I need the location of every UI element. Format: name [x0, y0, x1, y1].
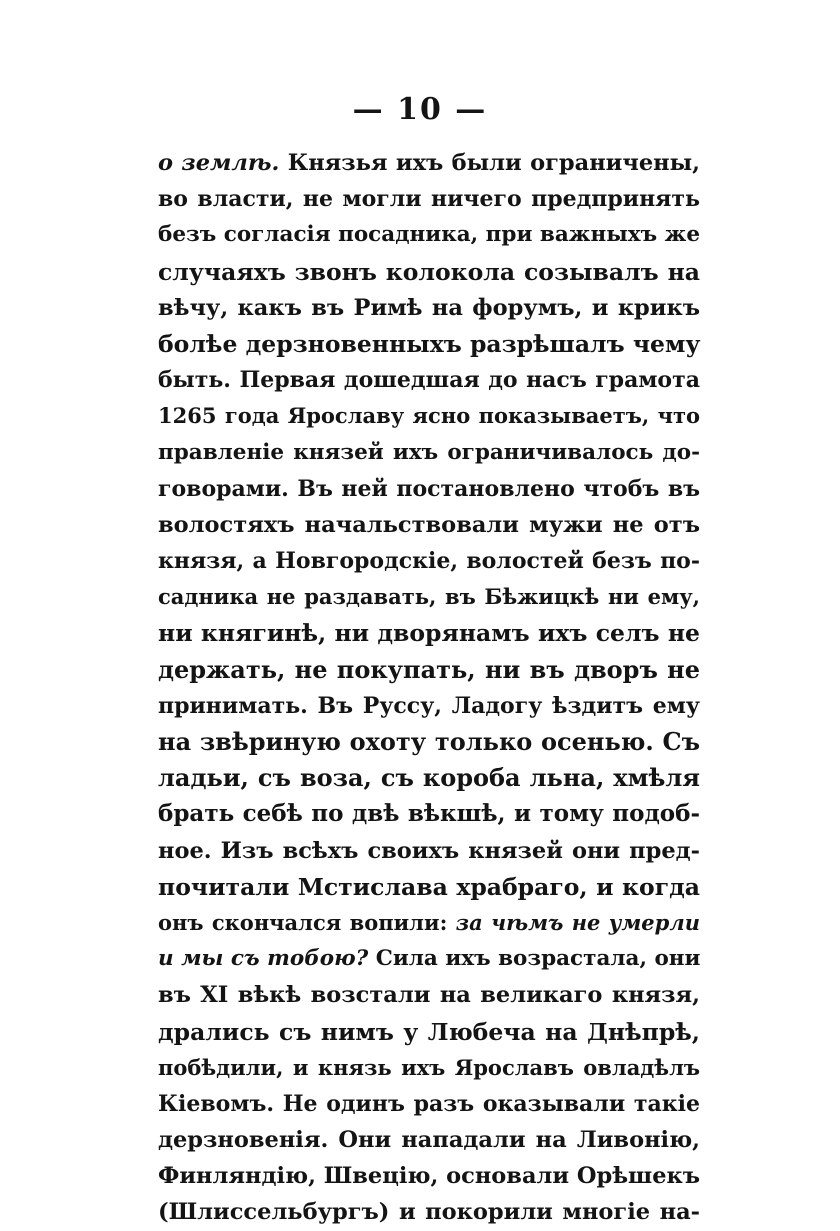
text-line: [158, 833, 700, 869]
text-segment: дерзновенія. Они нападали на Ливонію,: [158, 1127, 700, 1154]
italic-text: и мы съ тобою?: [158, 946, 369, 972]
text-segment: побѣдили, и князь ихъ Ярославъ овладѣлъ: [158, 1054, 700, 1080]
text-line: [158, 1014, 700, 1050]
text-segment: держать, не покупать, ни въ дворъ не: [158, 654, 700, 684]
page-number: — 10 —: [352, 92, 488, 127]
text-segment: князя, а Новгородскіе, волостей безъ по-: [158, 548, 700, 575]
text-line: [158, 760, 700, 796]
text-line: [158, 290, 700, 326]
text-line: [158, 869, 700, 905]
text-segment: въ XI вѣкѣ возстали на великаго князя,: [158, 982, 700, 1009]
text-line: [158, 1086, 700, 1122]
italic-text: о землѣ.: [158, 150, 280, 176]
text-segment: садника не раздавать, въ Бѣжицкѣ ни ему,: [158, 584, 700, 610]
text-line: [158, 217, 700, 253]
body-text: [158, 145, 700, 1231]
text-line: [158, 181, 700, 217]
text-line: [158, 1050, 700, 1086]
text-segment: во власти, не могли ничего предпринять: [158, 186, 700, 213]
text-segment: принимать. Въ Руссу, Ладогу ѣздитъ ему: [158, 692, 700, 719]
text-line: [158, 254, 700, 290]
text-segment: вѣчу, какъ въ Римѣ на форумъ, и крикъ: [158, 294, 700, 321]
text-segment: дрались съ нимъ у Любеча на Днѣпрѣ,: [158, 1017, 700, 1046]
text-segment: говорами. Въ ней постановлено чтобъ въ: [158, 475, 700, 502]
text-line: [158, 652, 700, 688]
text-segment: брать себѣ по двѣ вѣкшѣ, и тому подоб-: [158, 800, 700, 828]
text-line: [158, 471, 700, 507]
text-segment: ное. Изъ всѣхъ своихъ князей они пред-: [158, 837, 700, 864]
text-segment: 1265 года Ярославу ясно показываетъ, что: [158, 403, 700, 429]
text-segment: онъ скончался вопили:: [158, 909, 456, 935]
text-segment: почитали Мстислава храбраго, и когда: [158, 872, 700, 901]
text-line: [158, 615, 700, 651]
text-line: [158, 398, 700, 434]
italic-text: за чѣмъ не умерли: [455, 909, 700, 935]
text-line: [158, 1158, 700, 1194]
text-segment: волостяхъ начальствовали мужи не отъ: [158, 511, 700, 538]
text-segment: Кіевомъ. Не одинъ разъ оказывали такіе: [158, 1090, 700, 1117]
text-line: [158, 435, 700, 471]
text-line: [158, 796, 700, 832]
text-segment: Финляндію, Швецію, основали Орѣшекъ: [158, 1163, 701, 1190]
text-segment: (Шлиссельбургъ) и покорили многіе на-: [158, 1199, 700, 1226]
text-line: [158, 507, 700, 543]
text-segment: случаяхъ звонъ колокола созывалъ на: [158, 257, 700, 286]
text-segment: правленіе князей ихъ ограничивалось до-: [158, 439, 700, 465]
text-line: [158, 579, 700, 615]
text-line: [158, 362, 700, 398]
text-segment: ладьи, съ воза, съ короба льна, хмѣля: [158, 763, 700, 793]
text-segment: на звѣриную охоту только осенью. Съ: [158, 727, 700, 756]
text-segment: безъ согласія посадника, при важныхъ же: [158, 222, 700, 248]
text-segment: быть. Первая дошедшая до насъ грамота: [158, 367, 700, 394]
text-line: [158, 941, 700, 977]
text-segment: Сила ихъ возрастала, они: [368, 946, 701, 972]
text-line: [158, 724, 700, 760]
text-line: [158, 543, 700, 579]
text-line: [158, 145, 700, 181]
text-line: [158, 905, 700, 941]
text-line: [158, 1194, 700, 1230]
text-line: [158, 1122, 700, 1158]
text-line: [158, 977, 700, 1013]
text-segment: ни княгинѣ, ни дворянамъ ихъ селъ не: [158, 619, 700, 648]
text-segment: Князья ихъ были ограничены,: [279, 150, 700, 176]
text-segment: болѣе дерзновенныхъ разрѣшалъ чему: [158, 329, 701, 358]
text-line: [158, 326, 700, 362]
text-line: [158, 688, 700, 724]
